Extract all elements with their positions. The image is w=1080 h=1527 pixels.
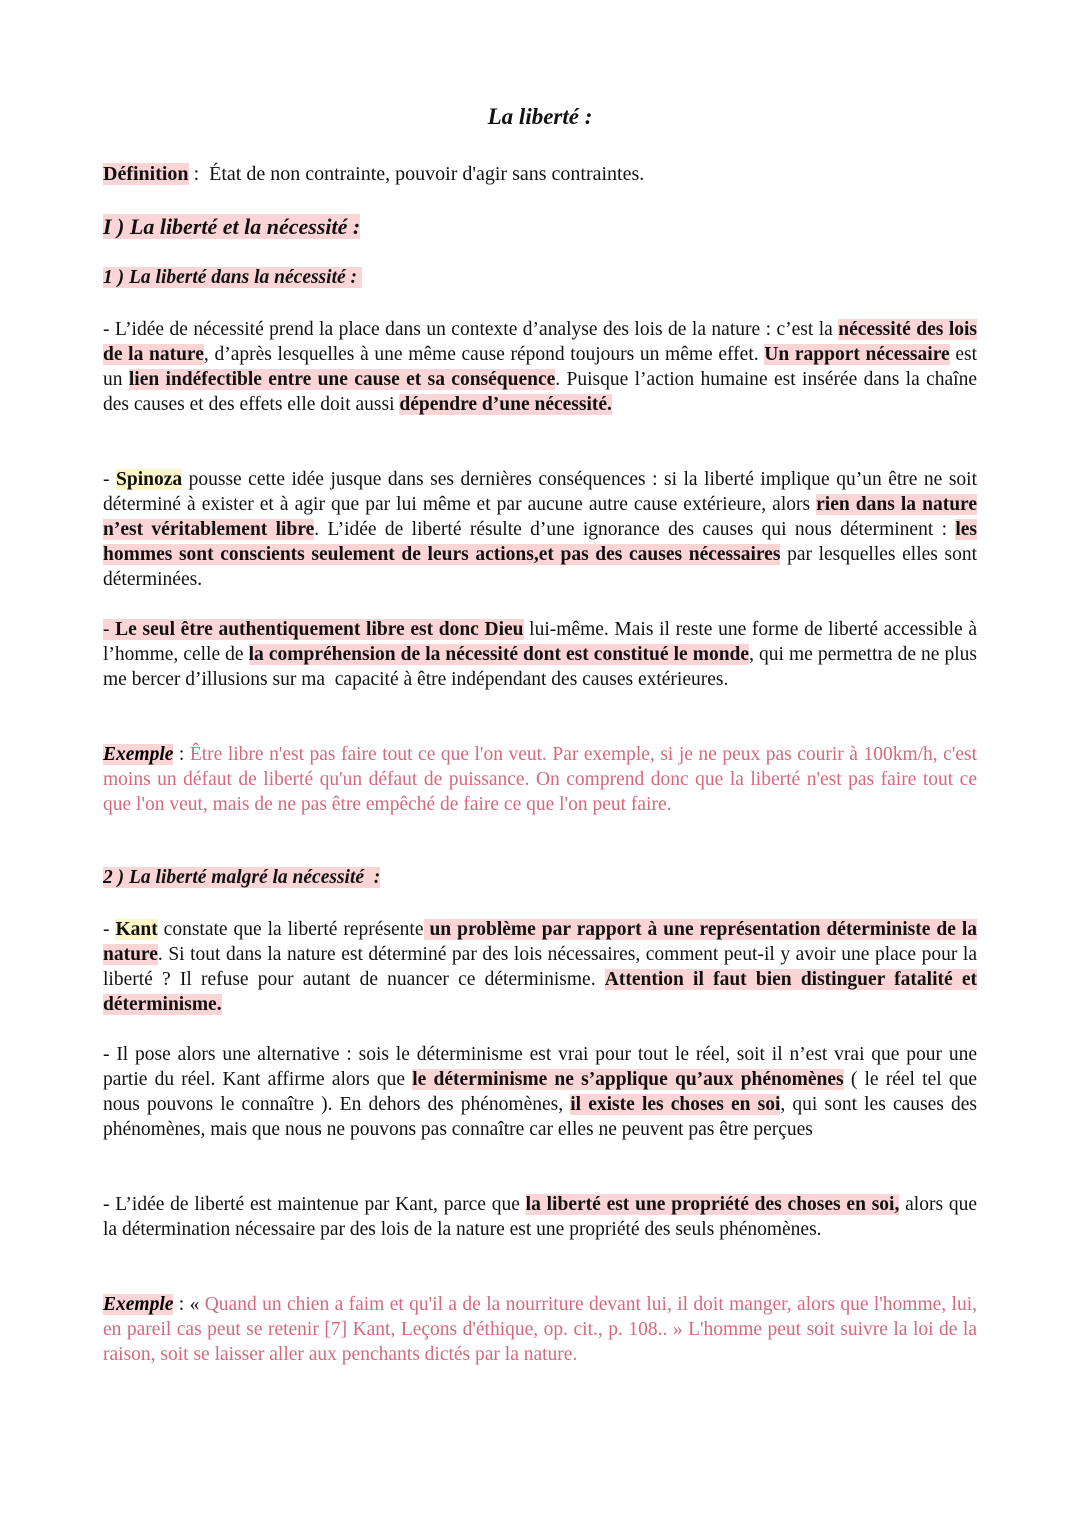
- example-text: Être libre n'est pas faire tout ce que l'on veut. Par exemple, si je ne peux pas courir à 100km/h, c'est moins un défaut de liberté qu'un défaut de puissance. On comprend donc que la liberté n'est pas faire tout ce que l'on veut, mais de ne pas être empêché de faire ce que l'on peut faire.: [103, 744, 977, 815]
- subsection-heading-2: 2 ) La liberté malgré la nécessité :: [103, 867, 381, 888]
- example-label: Exemple: [103, 1294, 174, 1315]
- paragraph-choses-en-soi: - L’idée de liberté est maintenue par Kant, parce que la liberté est une propriété des choses en soi, alors que la détermination nécessaire par des lois de la nature est une propriété des seuls phénomènes.: [103, 1194, 977, 1240]
- definition-separator: :: [188, 163, 210, 185]
- section-heading-1: I ) La liberté et la nécessité :: [103, 214, 361, 239]
- paragraph-alternative: - Il pose alors une alternative : sois le déterminisme est vrai pour tout le réel, soit il n’est vrai que pour une partie du réel. Kant affirme alors que le déterminisme ne s’applique qu’aux phénomènes ( le réel tel que nous pouvons le connaître ). En dehors des phénomènes, il existe les choses en soi, qui sont les causes des phénomènes, mais que nous ne pouvons pas connaître car elles ne peuvent pas être perçues: [103, 1044, 977, 1140]
- paragraph-dieu: - Le seul être authentiquement libre est donc Dieu lui-même. Mais il reste une forme de liberté accessible à l’homme, celle de la compréhension de la nécessité dont est constitué le monde, qui me permettra de ne plus me bercer d’illusions sur ma capacité à être indépendant des causes extérieures.: [103, 619, 982, 690]
- definition-label: Définition: [103, 163, 189, 185]
- example-2: Exemple : « Quand un chien a faim et qu'il a de la nourriture devant lui, il doit manger, alors que l'homme, lui, en pareil cas peut se retenir [7] Kant, Leçons d'éthique, op. cit., p. 108.. » L'homme peut soit suivre la loi de la raison, soit se laisser aller aux penchants dictés par la nature.: [103, 1294, 978, 1365]
- author-kant: Kant: [115, 919, 158, 940]
- example-text: Quand un chien a faim et qu'il a de la nourriture devant lui, il doit manger, alors que l'homme, lui, en pareil cas peut se retenir [7] Kant, Leçons d'éthique, op. cit., p. 108.. » L'homme peut soit suivre la loi de la raison, soit se laisser aller aux penchants dictés par la nature.: [103, 1294, 978, 1365]
- author-spinoza: Spinoza: [116, 469, 183, 490]
- example-label: Exemple: [103, 744, 174, 765]
- example-1: Exemple : Être libre n'est pas faire tout ce que l'on veut. Par exemple, si je ne peux pas courir à 100km/h, c'est moins un défaut de liberté qu'un défaut de puissance. On comprend donc que la liberté n'est pas faire tout ce que l'on veut, mais de ne pas être empêché de faire ce que l'on peut faire.: [103, 744, 977, 815]
- paragraph-kant: - Kant constate que la liberté représente un problème par rapport à une représentation déterministe de la nature. Si tout dans la nature est déterminé par des lois nécessaires, comment peut-il y avoir une place pour la liberté ? Il refuse pour autant de nuancer ce déterminisme. Attention il faut bien distinguer fatalité et déterminisme.: [103, 919, 977, 1015]
- paragraph-spinoza: - Spinoza pousse cette idée jusque dans ses dernières conséquences : si la liberté implique qu’un être ne soit déterminé à exister et à agir que par lui même et par aucune autre cause extérieure, alors rien dans la nature n’est véritablement libre. L’idée de liberté résulte d’une ignorance des causes qui nous déterminent : les hommes sont conscients seulement de leurs actions,et pas des causes nécessaires par lesquelles elles sont déterminées.: [103, 469, 978, 590]
- subsection-heading-1: 1 ) La liberté dans la nécessité :: [103, 267, 362, 288]
- definition: [103, 163, 644, 186]
- paragraph-necessity: - L’idée de nécessité prend la place dans un contexte d’analyse des lois de la nature : c’est la nécessité des lois de la nature, d’après lesquelles à une même cause répond toujours un même effet. Un rapport nécessaire est un lien indéfectible entre une cause et sa conséquence. Puisque l’action humaine est insérée dans la chaîne des causes et des effets elle doit aussi dépendre d’une nécessité.: [103, 319, 977, 415]
- page-title: La liberté :: [487, 104, 593, 129]
- definition-text: État de non contrainte, pouvoir d'agir sans contraintes.: [209, 163, 645, 185]
